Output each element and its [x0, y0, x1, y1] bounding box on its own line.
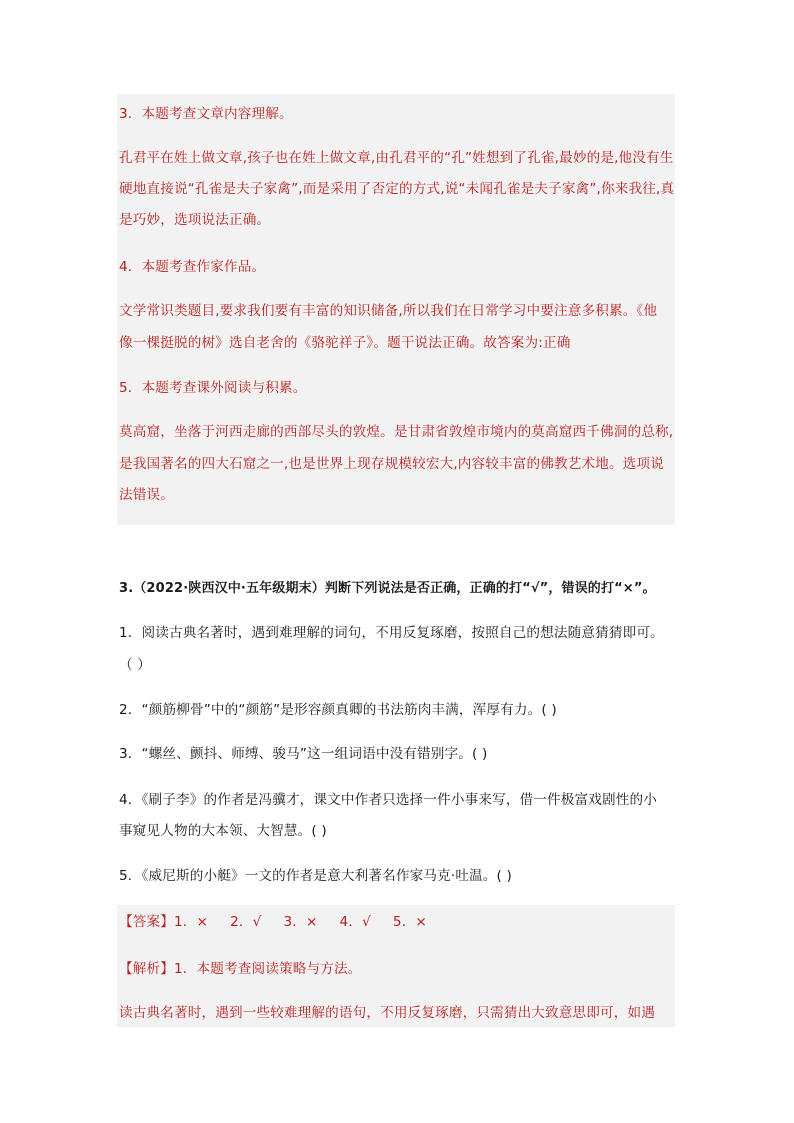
question-item-4-line-1: 4．《刷子李》的作者是冯骥才，课文中作者只选择一件小事来写，借一件极富戏剧性的小 — [119, 792, 658, 808]
analysis-item-4-title: 4．本题考查作家作品。 — [119, 259, 266, 275]
question-item-3: 3．“螺丝、颤抖、师缚、骏马”这一组词语中没有错别字。( ) — [119, 746, 488, 762]
analysis-item-4-line-1: 文学常识类题目,要求我们要有丰富的知识储备,所以我们在日常学习中要注意多积累。《他 — [119, 303, 658, 319]
analysis-item-3-title: 3．本题考查文章内容理解。 — [119, 106, 293, 122]
answer-item-2: 2．√ — [230, 914, 262, 930]
answer-item-4: 4．√ — [339, 914, 371, 930]
analysis-item-4-line-2: 像一棵挺脱的树》选自老舍的《骆驼祥子》。题干说法正确。故答案为:正确 — [119, 335, 571, 351]
answer-item-3: 3．× — [283, 914, 318, 930]
question-item-4-line-2: 事窥见人物的大本领、大智慧。( ) — [119, 823, 327, 839]
question-item-1-blank: （ ） — [119, 657, 151, 673]
analysis-item-3-line-3: 是巧妙，选项说法正确。 — [119, 212, 271, 228]
answer-label: 【答案】 — [119, 914, 174, 930]
analysis-item-3-line-1: 孔君平在姓上做文章,孩子也在姓上做文章,由孔君平的“孔”姓想到了孔雀,最妙的是,他没有生 — [119, 150, 674, 166]
question-item-2: 2．“颜筋柳骨”中的“颜筋”是形容颜真卿的书法筋肉丰满，浑厚有力。( ) — [119, 702, 557, 718]
analysis-item-5-title: 5．本题考查课外阅读与积累。 — [119, 380, 307, 396]
analysis-item-5-line-1: 莫高窟，坐落于河西走廊的西部尽头的敦煌。是甘肃省敦煌市境内的莫高窟西千佛洞的总称, — [119, 424, 674, 440]
analysis-label: 【解析】 — [119, 961, 174, 977]
answer-row — [119, 913, 675, 931]
analysis-item-5-line-2: 是我国著名的四大石窟之一,也是世界上现存规模较宏大,内容较丰富的佛教艺术地。选项说 — [119, 456, 664, 472]
analysis-item-5-line-3: 法错误。 — [119, 487, 174, 503]
analysis-item-3-line-2: 硬地直接说“孔雀是夫子家禽”,而是采用了否定的方式,说“未闻孔雀是夫子家禽”,你来我往,真 — [119, 181, 675, 197]
answer-item-1: 1．× — [173, 914, 209, 930]
analysis-bottom-item-1-line-1: 读古典名著时，遇到一些较难理解的语句，不用反复琢磨，只需猜出大致意思即可，如遇 — [119, 1005, 656, 1021]
answer-item-5: 5．× — [392, 914, 427, 930]
question-item-1-line-1: 1．阅读古典名著时，遇到难理解的词句，不用反复琢磨，按照自己的想法随意猜猜即可。 — [119, 625, 664, 641]
analysis-bottom-item-1-title: 1．本题考查阅读策略与方法。 — [173, 961, 362, 977]
question-heading: 3.（2022·陕西汉中·五年级期末）判断下列说法是否正确，正确的打“√”，错误的打“×”。 — [119, 581, 656, 596]
question-item-5: 5．《威尼斯的小艇》一文的作者是意大利著名作家马克·吐温。( ) — [119, 868, 512, 884]
analysis-bottom-row — [119, 960, 675, 978]
